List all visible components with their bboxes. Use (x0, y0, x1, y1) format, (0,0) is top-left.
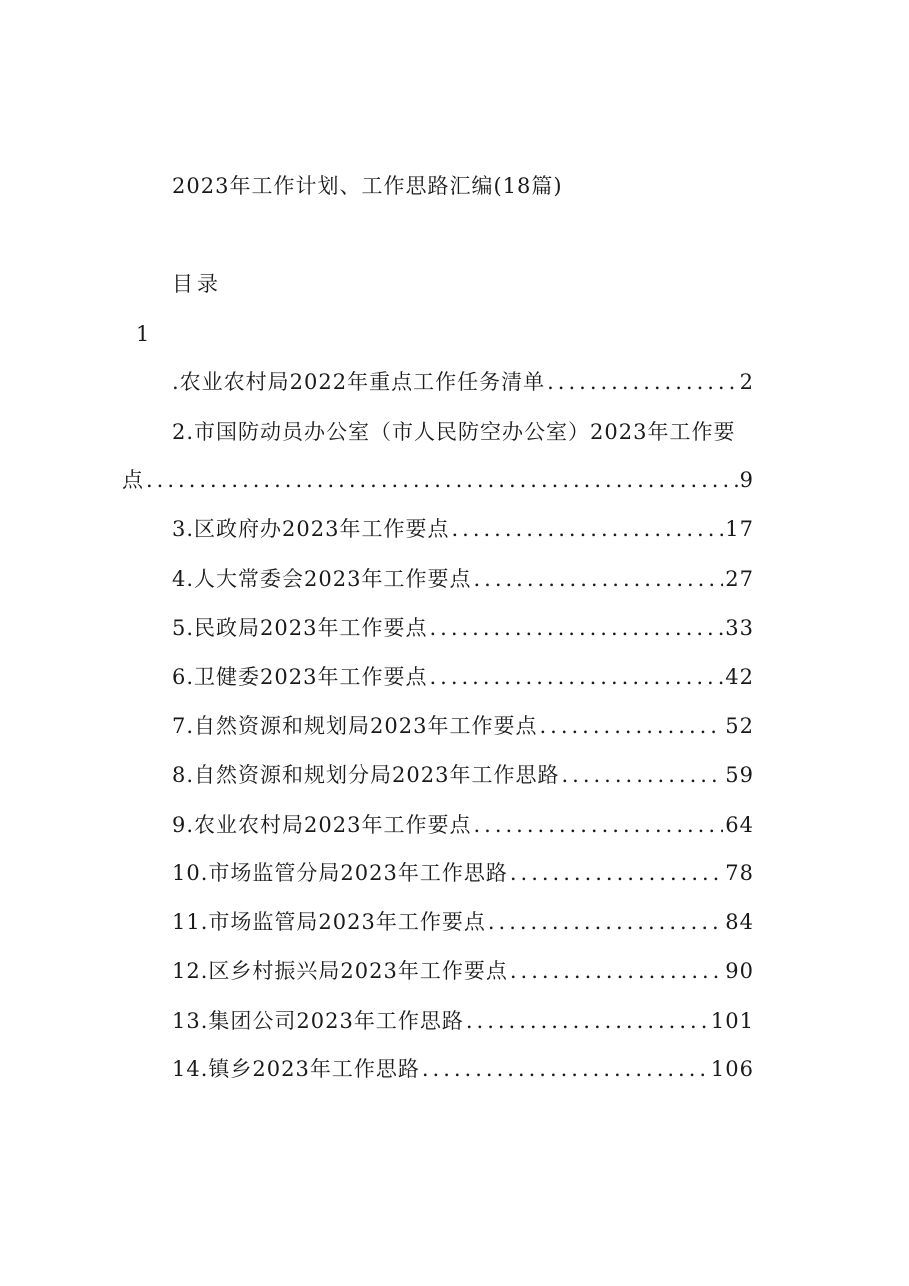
dot-leader (146, 468, 738, 492)
toc-entry-page: 59 (725, 763, 754, 787)
dot-leader (561, 763, 723, 787)
toc-entry-page: 42 (725, 665, 754, 689)
toc-entry-label: 3.区政府办2023年工作要点 (172, 517, 450, 541)
dot-leader (422, 1057, 709, 1081)
toc-entry-7[interactable] (172, 710, 754, 740)
toc-entry-4[interactable] (172, 563, 754, 593)
toc-entry-14[interactable] (172, 1053, 754, 1083)
dot-leader (429, 665, 723, 689)
dot-leader (547, 370, 738, 394)
document-title: 2023年工作计划、工作思路汇编(18篇) (172, 174, 563, 198)
dot-leader (539, 714, 723, 738)
stray-number: 1 (136, 322, 150, 346)
toc-entry-label: 9.农业农村局2023年工作要点 (172, 813, 472, 837)
toc-entry-label: 2.市国防动员办公室（市人民防空办公室）2023年工作要 (172, 420, 736, 444)
toc-entry-page: 17 (725, 517, 754, 541)
dot-leader (510, 959, 723, 983)
toc-entry-12[interactable] (172, 955, 754, 985)
toc-entry-label: 7.自然资源和规划局2023年工作要点 (172, 714, 538, 738)
toc-entry-5[interactable] (172, 612, 754, 642)
toc-entry-label: 6.卫健委2023年工作要点 (172, 665, 428, 689)
dot-leader (451, 517, 723, 541)
toc-entry-label: 10.市场监管分局2023年工作思路 (172, 861, 508, 885)
toc-entry-6[interactable] (172, 661, 754, 691)
toc-entry-page: 78 (725, 861, 754, 885)
toc-entry-13[interactable] (172, 1005, 754, 1035)
toc-heading: 目录 (172, 272, 222, 296)
toc-entry-label: 8.自然资源和规划分局2023年工作思路 (172, 763, 560, 787)
toc-entry-label: 11.市场监管局2023年工作要点 (172, 910, 486, 934)
toc-entry-label: 14.镇乡2023年工作思路 (172, 1057, 420, 1081)
toc-entry-page: 27 (725, 567, 754, 591)
toc-entry-page: 33 (725, 616, 754, 640)
toc-entry-3[interactable] (172, 513, 754, 543)
dot-leader (473, 567, 723, 591)
toc-entry-8[interactable] (172, 759, 754, 789)
toc-entry-page: 2 (739, 370, 754, 394)
toc-entry-label-cont: 点 (122, 468, 144, 492)
dot-leader (488, 910, 723, 934)
toc-entry-label: 5.民政局2023年工作要点 (172, 616, 428, 640)
dot-leader (429, 616, 723, 640)
toc-entry-9[interactable] (172, 809, 754, 839)
toc-entry-2-line1[interactable] (172, 416, 735, 446)
dot-leader (466, 1009, 709, 1033)
toc-entry-page: 64 (725, 813, 754, 837)
toc-entry-10[interactable] (172, 857, 754, 887)
toc-entry-page: 90 (725, 959, 754, 983)
toc-entry-page: 84 (725, 910, 754, 934)
toc-entry-page: 9 (739, 468, 754, 492)
toc-entry-label: 4.人大常委会2023年工作要点 (172, 567, 472, 591)
dot-leader (473, 813, 723, 837)
toc-entry-1[interactable] (172, 366, 754, 396)
toc-entry-page: 52 (725, 714, 754, 738)
toc-entry-page: 101 (710, 1009, 754, 1033)
toc-entry-label: 12.区乡村振兴局2023年工作要点 (172, 959, 508, 983)
dot-leader (510, 861, 723, 885)
toc-entry-2-line2[interactable] (122, 464, 754, 494)
toc-entry-label: .农业农村局2022年重点工作任务清单 (172, 370, 546, 394)
toc-entry-11[interactable] (172, 906, 754, 936)
toc-entry-page: 106 (710, 1057, 754, 1081)
toc-entry-label: 13.集团公司2023年工作思路 (172, 1009, 464, 1033)
